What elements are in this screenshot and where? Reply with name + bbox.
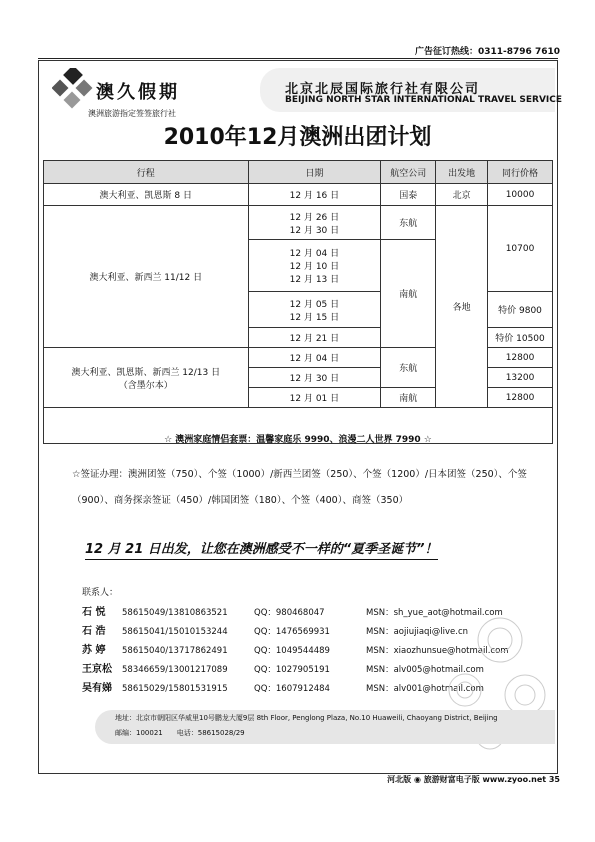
contact-qq: QQ：1049544489 [254, 646, 330, 656]
contact-qq: QQ：980468047 [254, 608, 325, 618]
page-footer [387, 774, 560, 785]
date-line: 12 月 10 日 [289, 262, 340, 272]
magazine-logo-icon: ◉ [413, 775, 421, 784]
route-cell: 澳大利亚、凯恩斯 8 日 [44, 184, 249, 206]
price-cell: 12800 [488, 388, 553, 408]
visa-info: ☆签证办理：澳洲团签（750）、个签（1000）/新西兰团签（250）、个签（1200）/日本团签（250）、个签（900）、商务探亲签证（450）/韩国团签（180）、个签（400）、商签（350） [72, 469, 527, 506]
contact-msn: MSN：alv001@hotmail.com [366, 684, 484, 694]
origin-cell: 北京 [436, 184, 488, 206]
page-title: 2010年12月澳洲出团计划 [163, 125, 432, 150]
postcode-fax [115, 728, 245, 738]
contacts-title: 联系人： [82, 588, 119, 598]
route-cell [44, 348, 249, 408]
contact-qq: QQ：1476569931 [254, 627, 330, 637]
price-cell: 13200 [488, 368, 553, 388]
price-cell: 特价 10500 [488, 328, 553, 348]
contact-name: 王京松 [82, 664, 112, 675]
date-cell: 12 月 01 日 [248, 388, 381, 408]
route-cell: 澳大利亚、新西兰 11/12 日 [44, 206, 249, 348]
ad-hotline: 广告征订热线：0311-8796 7610 [414, 47, 560, 57]
header-divider [38, 58, 558, 59]
price-cell: 10700 [488, 206, 553, 292]
page-number: 35 [548, 775, 560, 784]
contact-name: 吴有娣 [82, 683, 112, 694]
route-line: 澳大利亚、凯恩斯、新西兰 12/13 日 [71, 367, 221, 378]
brand-logo-icon [52, 68, 94, 110]
price-cell: 特价 9800 [488, 292, 553, 328]
airline-cell: 南航 [381, 240, 436, 348]
package-note: ☆ 澳洲家庭情侣套票：温馨家庭乐 9990、浪漫二人世界 7990 ☆ [164, 435, 432, 445]
company-name-cn: 北京北辰国际旅行社有限公司 [285, 82, 481, 97]
date-line: 12 月 05 日 [289, 299, 340, 310]
col-header-airline: 航空公司 [381, 161, 436, 184]
promo-slogan: 12 月 21 日出发，让您在澳洲感受不一样的“夏季圣诞节”！ [85, 538, 438, 560]
table-row [44, 206, 553, 240]
contact-qq: QQ：1027905191 [254, 665, 330, 675]
contact-name: 苏 婷 [82, 645, 106, 656]
date-cell [248, 240, 381, 292]
contact-phone: 58615029/15801531915 [122, 684, 228, 694]
origin-cell: 各地 [436, 206, 488, 408]
brand-name: 澳久假期 [96, 82, 180, 103]
contact-msn: MSN：sh_yue_aot@hotmail.com [366, 608, 503, 618]
date-cell: 12 月 30 日 [248, 368, 381, 388]
col-header-origin: 出发地 [436, 161, 488, 184]
date-line: 12 月 04 日 [289, 249, 340, 259]
brand-subtitle: 澳洲旅游指定签签旅行社 [88, 109, 176, 118]
airline-cell: 南航 [381, 388, 436, 408]
date-cell [248, 206, 381, 240]
col-header-route: 行程 [44, 161, 249, 184]
date-cell: 12 月 16 日 [248, 184, 381, 206]
tour-schedule-table [43, 160, 553, 444]
decorative-flowers-icon [430, 600, 555, 770]
contact-msn: MSN：alv005@hotmail.com [366, 665, 484, 675]
table-row [44, 184, 553, 206]
table-header-row [44, 161, 553, 184]
footer-text: 旅游财富电子版 [423, 775, 480, 784]
postcode: 邮编：100021 [115, 729, 163, 737]
date-line: 12 月 26 日 [289, 212, 340, 223]
airline-cell: 东航 [381, 348, 436, 388]
date-cell: 12 月 04 日 [248, 348, 381, 368]
contact-phone: 58615040/13717862491 [122, 646, 228, 656]
price-cell: 12800 [488, 348, 553, 368]
col-header-date: 日期 [248, 161, 381, 184]
airline-cell: 国泰 [381, 184, 436, 206]
airline-cell: 东航 [381, 206, 436, 240]
date-line: 12 月 30 日 [289, 225, 340, 236]
company-name-en: BEIJING NORTH STAR INTERNATIONAL TRAVEL SERVICE [285, 95, 563, 105]
date-cell [248, 292, 381, 328]
contact-phone: 58346659/13001217089 [122, 665, 228, 675]
contact-msn: MSN：aojiujiaqi@live.cn [366, 627, 469, 637]
contact-phone: 58615041/15010153244 [122, 627, 228, 637]
footer-edition: 河北版 [387, 775, 412, 784]
date-line: 12 月 13 日 [289, 275, 340, 285]
route-line: （含墨尔本） [118, 380, 173, 391]
col-header-price: 同行价格 [488, 161, 553, 184]
footer-site: www.zyoo.net [482, 775, 547, 784]
contact-qq: QQ：1607912484 [254, 684, 330, 694]
date-line: 12 月 15 日 [289, 312, 340, 323]
company-address: 地址：北京市朝阳区华威里10号鹏龙大厦9层 8th Floor, Penglong Plaza, No.10 Huaweili, Chaoyang District, Beijing [115, 714, 498, 722]
contact-msn: MSN：xiaozhunsue@hotmail.com [366, 646, 509, 656]
fax: 电话：58615028/29 [176, 729, 245, 737]
contact-phone: 58615049/13810863521 [122, 608, 228, 618]
price-cell: 10000 [488, 184, 553, 206]
contact-name: 石 悦 [82, 607, 106, 618]
contact-name: 石 浩 [82, 626, 106, 637]
date-cell: 12 月 21 日 [248, 328, 381, 348]
